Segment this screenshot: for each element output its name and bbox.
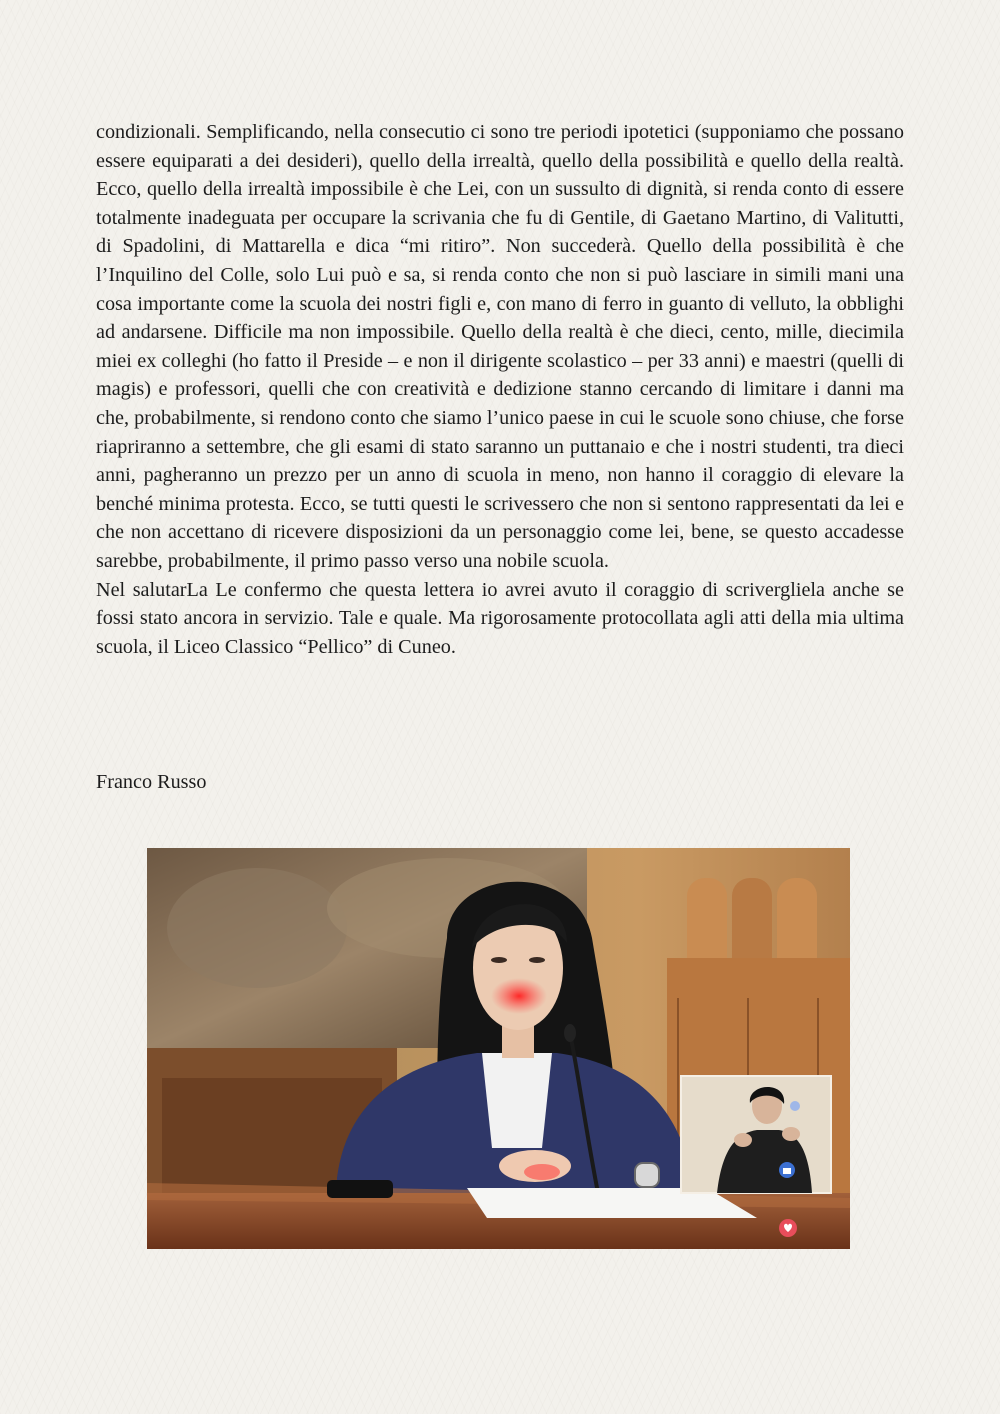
letter-paragraph-1: condizionali. Semplificando, nella consecutio ci sono tre periodi ipotetici (supponiamo che possano essere equiparati a dei desideri), quello della irrealtà, quello della possibilità e quello della realtà. Ecco, quello della irrealtà impossibile è che Lei, con un sussulto di dignità, si renda conto di essere totalmente inadeguata per occupare la scrivania che fu di Gentile, di Gaetano Martino, di Valitutti, di Spadolini, di Mattarella e dica “mi ritiro”. Non succederà. Quello della possibilità è che l’Inquilino del Colle, solo Lui può e sa, si renda conto che non si può lasciare in simili mani una cosa importante come la scuola dei nostri figli e, con mano di ferro in guanto di velluto, la obblighi ad andarsene. Difficile ma non impossibile. Quello della realtà è che dieci, cento, mille, diecimila miei ex colleghi (ho fatto il Preside – e non il dirigente scolastico – per 33 anni) e maestri (quelli di magis) e professori, quelli che con creatività e dedizione stanno cercando di limitare i danni ma che, probabilmente, si rendono conto che siamo l’unico paese in cui le scuole sono chiuse, che forse riapriranno a settembre, che gli esami di stato saranno un puttanaio e che i nostri studenti, tra dieci anni, pagheranno un prezzo per un anno di scuola in meno, non hanno il coraggio di elevare la benché minima protesta. Ecco, se tutti questi le scrivessero che non si sentono rappresentati da lei e che non accettano di ricevere disposizioni da un personaggio come lei, bene, se questo accadesse sarebbe, probabilmente, il primo passo verso una nobile scuola.	[96, 121, 904, 572]
letter-body	[96, 118, 904, 661]
letter-signature: Franco Russo	[96, 771, 207, 793]
press-conference-photo	[147, 848, 850, 1249]
like-icon	[779, 1162, 795, 1178]
letter-paragraph-2: Nel salutarLa Le confermo che questa lettera io avrei avuto il coraggio di scrivergliela anche se fossi stato ancora in servizio. Tale e quale. Ma rigorosamente protocollata agli atti della mia ultima scuola, il Liceo Classico “Pellico” di Cuneo.	[96, 578, 904, 658]
photo-illustration	[147, 848, 850, 1249]
heart-icon	[779, 1219, 797, 1237]
